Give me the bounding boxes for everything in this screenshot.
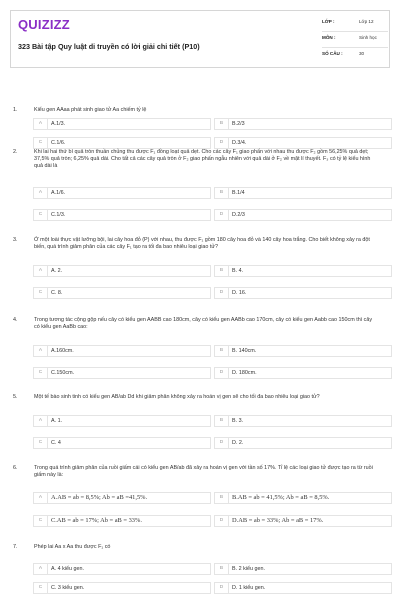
option-text: A.1/3. bbox=[51, 121, 66, 127]
option-b[interactable] bbox=[214, 563, 392, 575]
option-d[interactable] bbox=[214, 137, 392, 149]
option-text: D. 2. bbox=[232, 440, 244, 446]
option-text: A.160cm. bbox=[51, 348, 74, 354]
option-b[interactable] bbox=[214, 187, 392, 199]
option-letter: D bbox=[215, 516, 229, 526]
option-a[interactable] bbox=[33, 265, 211, 277]
question-text: Ở một loài thực vật lưỡng bội, lai cây hoa đỏ (P) với nhau, thu được F₁ gồm 180 cây hoa đỏ và 140 cây hoa trắng. Cho biết không xảy ra đột biến, quá trình giảm phân của các cây F₁ tạo ra tối đa bao nhiêu loại giao tử? bbox=[34, 237, 370, 251]
option-text: B. 4. bbox=[232, 268, 244, 274]
question-text: Kiểu gen AAaa phát sinh giao tử Aa chiếm tỷ lệ bbox=[34, 107, 147, 113]
option-text: C.AB = ab = 17%; Ab = aB = 33%. bbox=[51, 517, 142, 524]
option-a[interactable] bbox=[33, 415, 211, 427]
option-letter: C bbox=[34, 138, 48, 148]
option-a[interactable] bbox=[33, 345, 211, 357]
option-text: B.2/3 bbox=[232, 121, 245, 127]
question-number: 3. bbox=[13, 237, 18, 243]
meta-row-class bbox=[322, 16, 388, 32]
worksheet-title: 323 Bài tập Quy luật di truyền có lời giải chi tiết (P10) bbox=[18, 42, 200, 51]
option-d[interactable] bbox=[214, 287, 392, 299]
option-a[interactable] bbox=[33, 187, 211, 199]
option-letter: A bbox=[34, 346, 48, 356]
option-b[interactable] bbox=[214, 118, 392, 130]
option-letter: A bbox=[34, 416, 48, 426]
option-letter: A bbox=[34, 493, 48, 503]
option-letter: A bbox=[34, 266, 48, 276]
option-letter: C bbox=[34, 516, 48, 526]
option-b[interactable] bbox=[214, 492, 392, 504]
option-b[interactable] bbox=[214, 415, 392, 427]
meta-value: Lớp 12 bbox=[359, 19, 374, 24]
meta-label: MÔN : bbox=[322, 35, 336, 40]
option-letter: C bbox=[34, 438, 48, 448]
option-a[interactable] bbox=[33, 118, 211, 130]
option-d[interactable] bbox=[214, 515, 392, 527]
option-text: C. 3 kiểu gen. bbox=[51, 585, 85, 591]
option-text: A.AB = ab = 8,5%; Ab = aB =41,5%. bbox=[51, 494, 148, 501]
option-letter: D bbox=[215, 138, 229, 148]
option-text: B. 2 kiểu gen. bbox=[232, 566, 265, 572]
option-letter: D bbox=[215, 583, 229, 593]
option-letter: C bbox=[34, 210, 48, 220]
option-letter: B bbox=[215, 346, 229, 356]
option-text: C. 8. bbox=[51, 290, 63, 296]
quizizz-logo: QUIZIZZ bbox=[18, 17, 70, 32]
question-number: 5. bbox=[13, 394, 18, 400]
option-letter: B bbox=[215, 564, 229, 574]
option-text: D. 180cm. bbox=[232, 370, 257, 376]
option-c[interactable] bbox=[33, 137, 211, 149]
option-text: C. 4 bbox=[51, 440, 61, 446]
option-letter: C bbox=[34, 368, 48, 378]
option-letter: D bbox=[215, 288, 229, 298]
option-letter: B bbox=[215, 493, 229, 503]
option-letter: C bbox=[34, 288, 48, 298]
option-letter: A bbox=[34, 188, 48, 198]
meta-value: 30 bbox=[359, 51, 365, 56]
option-text: A.1/6. bbox=[51, 190, 66, 196]
option-a[interactable] bbox=[33, 563, 211, 575]
option-text: A. 4 kiểu gen. bbox=[51, 566, 84, 572]
option-c[interactable] bbox=[33, 209, 211, 221]
option-a[interactable] bbox=[33, 492, 211, 504]
option-text: D. 16. bbox=[232, 290, 247, 296]
option-text: B. 3. bbox=[232, 418, 244, 424]
option-text: C.150cm. bbox=[51, 370, 75, 376]
option-text: B. 140cm. bbox=[232, 348, 257, 354]
option-letter: A bbox=[34, 564, 48, 574]
option-letter: B bbox=[215, 188, 229, 198]
option-c[interactable] bbox=[33, 582, 211, 594]
meta-label: SỐ CÂU : bbox=[322, 51, 343, 56]
option-c[interactable] bbox=[33, 437, 211, 449]
option-d[interactable] bbox=[214, 209, 392, 221]
meta-row-subject bbox=[322, 32, 388, 48]
question-number: 4. bbox=[13, 317, 18, 323]
option-letter: B bbox=[215, 119, 229, 129]
question-number: 1. bbox=[13, 107, 18, 113]
worksheet-header bbox=[10, 10, 390, 68]
option-text: D. 1 kiểu gen. bbox=[232, 585, 266, 591]
meta-value: Sinh học bbox=[359, 35, 377, 40]
question-number: 7. bbox=[13, 544, 18, 550]
question-text: Trong quá trình giảm phân của ruồi giấm cái có kiểu gen AB/ab đã xảy ra hoán vị gen với tần số 17%. Tỉ lệ các loại giao tử được tạo ra từ ruồi giấm này là: bbox=[34, 465, 373, 479]
option-c[interactable] bbox=[33, 515, 211, 527]
option-c[interactable] bbox=[33, 367, 211, 379]
option-b[interactable] bbox=[214, 345, 392, 357]
question-text: Một tế bào sinh tinh có kiểu gen AB/ab Dd khi giảm phân không xảy ra hoán vị gen sẽ cho tối đa bao nhiêu loại giao tử? bbox=[34, 394, 320, 400]
question-text: Phép lai Aa x Aa thu được F₁ có bbox=[34, 544, 111, 550]
option-letter: A bbox=[34, 119, 48, 129]
option-letter: D bbox=[215, 368, 229, 378]
option-text: A. 2. bbox=[51, 268, 63, 274]
option-b[interactable] bbox=[214, 265, 392, 277]
option-text: C.1/6. bbox=[51, 140, 66, 146]
option-letter: B bbox=[215, 266, 229, 276]
question-number: 6. bbox=[13, 465, 18, 471]
option-c[interactable] bbox=[33, 287, 211, 299]
option-text: D.3/4. bbox=[232, 140, 247, 146]
option-d[interactable] bbox=[214, 437, 392, 449]
option-d[interactable] bbox=[214, 582, 392, 594]
option-text: D.2/3 bbox=[232, 212, 245, 218]
option-text: B.1/4 bbox=[232, 190, 245, 196]
meta-label: LỚP : bbox=[322, 19, 335, 24]
option-letter: D bbox=[215, 210, 229, 220]
question-text: Trong tương tác cộng gộp nếu cây có kiểu gen AABB cao 180cm, cây có kiểu gen AABb cao 170cm, cây có kiểu gen Aabb cao 150cm thì cây có kiểu gen AaBb cao: bbox=[34, 317, 373, 331]
option-text: C.1/3. bbox=[51, 212, 66, 218]
option-letter: C bbox=[34, 583, 48, 593]
worksheet-meta bbox=[322, 16, 388, 63]
option-text: A. 1. bbox=[51, 418, 63, 424]
meta-row-question-count bbox=[322, 48, 388, 63]
option-letter: B bbox=[215, 416, 229, 426]
option-letter: D bbox=[215, 438, 229, 448]
option-text: B.AB = ab = 41,5%; Ab = aB = 8,5%. bbox=[232, 494, 330, 501]
option-text: D.AB = ab = 33%; Ab = aB = 17%. bbox=[232, 517, 324, 524]
option-d[interactable] bbox=[214, 367, 392, 379]
question-text: Khi lai hai thứ bí quả tròn thuần chủng thu được F₁ đồng loạt quả dẹt. Cho các cây F₁ giao phấn với nhau thu được F₂ gồm 56,25% quả dẹt; 37,5% quả tròn; 6,25% quả dài. Cho tất cả các cây quả tròn ở F₂ giao phấn ngẫu nhiên với quả dài ở F₂ về mặt lí thuyết. F₃ có tỷ lệ kiểu hình quả dài là bbox=[34, 149, 371, 170]
question-number: 2. bbox=[13, 149, 18, 155]
